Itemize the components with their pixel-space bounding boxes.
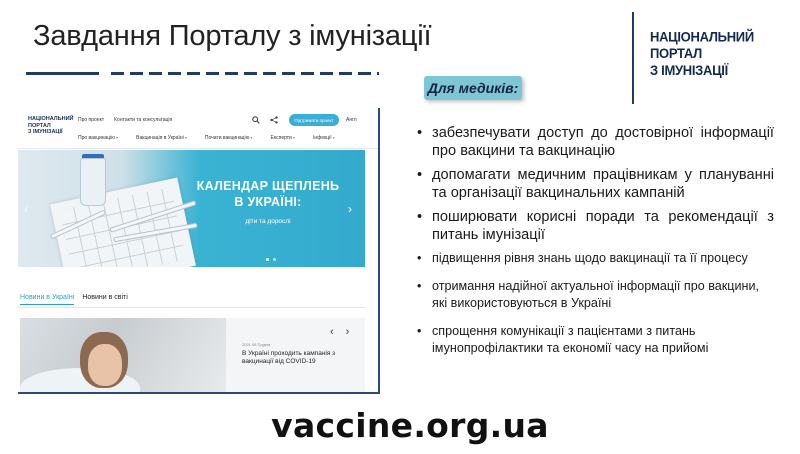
portal-website-screenshot bbox=[18, 108, 380, 394]
share-icon[interactable] bbox=[270, 116, 278, 126]
brand-line-2: ПОРТАЛ bbox=[650, 45, 702, 62]
list-item: • спрощення комунікації з пацієнтами з питань імунопрофілактики та економії часу на прийомі bbox=[414, 323, 774, 357]
list-item: • забезпечувати доступ до достовірної інформації про вакцини та вакцинацію bbox=[414, 124, 774, 160]
tab-news-world[interactable]: Новини в світі bbox=[82, 294, 128, 301]
banner-title-line-2: В УКРАЇНІ: bbox=[234, 195, 302, 209]
nav-vaccination-ukraine[interactable]: Вакцинація в Україні ▾ bbox=[136, 135, 187, 141]
banner-subtitle: діти та дорослі bbox=[245, 218, 291, 225]
nav-start-vaccination[interactable]: Почати вакцинацію ▾ bbox=[205, 135, 253, 141]
list-item: • допомагати медичним працівникам у плануванні та організації вакцинальних кампаній bbox=[414, 166, 774, 202]
vaccine-vial-illustration bbox=[80, 158, 106, 206]
news-tabs bbox=[20, 294, 128, 305]
list-item: • підвищення рівня знань щодо вакцинації та її процесу bbox=[414, 250, 774, 267]
site-header-divider bbox=[18, 148, 378, 149]
nav-infections[interactable]: Інфекції ▾ bbox=[313, 135, 335, 141]
title-underline-dashed bbox=[111, 72, 379, 75]
nav-about-vaccination[interactable]: Про вакцинацію ▾ bbox=[78, 135, 118, 141]
news-prev-chevron-icon[interactable]: ‹ bbox=[330, 326, 334, 338]
site-main-nav bbox=[78, 135, 335, 141]
news-next-chevron-icon[interactable]: › bbox=[345, 326, 350, 338]
language-switch[interactable]: Англ bbox=[346, 117, 357, 123]
site-header-icons bbox=[252, 116, 278, 126]
nav-experts[interactable]: Експерти ▾ bbox=[271, 135, 295, 141]
brand-line-1: НАЦІОНАЛЬНИЙ bbox=[650, 28, 754, 45]
search-icon[interactable] bbox=[252, 116, 260, 126]
tab-news-ukraine[interactable]: Новини в Україні bbox=[20, 294, 74, 305]
slide-title: Завдання Порталу з імунізації bbox=[33, 20, 432, 52]
calendar-illustration bbox=[50, 177, 196, 267]
news-date: 2021 08 Грудня bbox=[242, 342, 271, 347]
footer-url: vaccine.org.ua bbox=[271, 406, 549, 445]
news-photo[interactable] bbox=[20, 318, 226, 394]
banner-title bbox=[178, 178, 358, 210]
site-logo-line-2: ПОРТАЛ bbox=[28, 122, 51, 129]
chevron-left-icon[interactable]: ‹ bbox=[24, 202, 28, 216]
tasks-list bbox=[414, 124, 774, 368]
site-top-links bbox=[78, 117, 172, 123]
site-logo[interactable] bbox=[28, 116, 73, 136]
site-link-about[interactable]: Про проект bbox=[78, 117, 105, 123]
title-underline-solid bbox=[26, 72, 99, 75]
list-item: • отримання надійної актуальної інформації про вакцини, які використовуються в Україні bbox=[414, 278, 774, 312]
site-logo-line-3: З ІМУНІЗАЦІЇ bbox=[28, 129, 63, 135]
support-project-button[interactable]: Підтримати проект bbox=[289, 114, 339, 126]
news-arrows bbox=[330, 326, 349, 338]
brand-logo bbox=[650, 29, 754, 79]
medics-badge: Для медиків: bbox=[424, 76, 522, 100]
banner-title-line-1: КАЛЕНДАР ЩЕПЛЕНЬ bbox=[196, 179, 340, 193]
site-link-contacts[interactable]: Контакти та консультація bbox=[114, 117, 173, 123]
chevron-right-icon[interactable]: › bbox=[348, 202, 352, 216]
news-headline[interactable]: В Україні проходить кампанія з вакцинації від COVID-19 bbox=[242, 350, 336, 365]
slider-dot-active[interactable] bbox=[266, 258, 269, 261]
site-logo-line-1: НАЦІОНАЛЬНИЙ bbox=[28, 116, 74, 122]
list-item: • поширювати корисні поради та рекомендації з питань імунізації bbox=[414, 208, 774, 244]
slider-dot[interactable] bbox=[273, 258, 276, 261]
news-tabs-divider bbox=[18, 307, 365, 308]
hero-banner[interactable] bbox=[18, 150, 365, 267]
brand-divider bbox=[632, 12, 634, 104]
slider-dots bbox=[266, 258, 276, 261]
brand-line-3: З ІМУНІЗАЦІЇ bbox=[650, 62, 728, 79]
photo-face-shape bbox=[88, 344, 122, 386]
